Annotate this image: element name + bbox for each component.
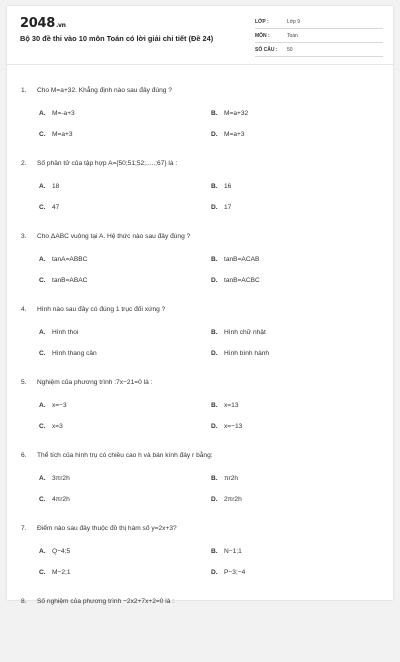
option-letter: B. (211, 329, 218, 336)
option-b[interactable] (211, 402, 238, 409)
option-text: 18 (52, 183, 60, 190)
meta-label: LỚP : (255, 19, 269, 25)
option-text: M=a+32 (224, 110, 249, 117)
option-text: Hình thoi (52, 329, 79, 336)
option-letter: D. (211, 496, 218, 503)
question-2 (7, 151, 393, 224)
option-d[interactable] (211, 569, 245, 576)
option-text: tanB=ACBC (224, 277, 260, 284)
option-text: πr2h (224, 475, 239, 482)
option-letter: C. (39, 496, 46, 503)
option-letter: C. (39, 131, 46, 138)
question-number: 8. (21, 598, 27, 605)
option-letter: D. (211, 569, 218, 576)
option-b[interactable] (211, 183, 231, 190)
option-d[interactable] (211, 277, 260, 284)
option-text: 16 (224, 183, 232, 190)
meta-value: Toán (287, 33, 298, 39)
question-6 (7, 443, 393, 516)
option-text: Hình thang cân (52, 350, 97, 357)
option-letter: A. (39, 183, 46, 190)
question-text (21, 525, 177, 532)
option-text: Hình chữ nhật (224, 329, 266, 336)
exam-meta (255, 17, 383, 59)
option-letter: C. (39, 569, 46, 576)
option-d[interactable] (211, 423, 242, 430)
option-text: Q−4;5 (52, 548, 71, 555)
option-text: 17 (224, 204, 232, 211)
option-letter: C. (39, 350, 46, 357)
option-text: 4πr2h (52, 496, 70, 503)
question-number: 7. (21, 525, 27, 532)
question-stem: Nghiệm của phương trình :7x−21=0 là : (37, 379, 153, 386)
option-c[interactable] (39, 277, 87, 284)
option-letter: A. (39, 548, 46, 555)
option-b[interactable] (211, 548, 242, 555)
question-number: 1. (21, 87, 27, 94)
option-text: tanB=ABAC (52, 277, 88, 284)
exam-header (7, 6, 393, 65)
option-letter: D. (211, 131, 218, 138)
option-letter: D. (211, 350, 218, 357)
exam-page (7, 6, 393, 605)
option-a[interactable] (39, 183, 59, 190)
question-text (21, 306, 165, 313)
question-5 (7, 370, 393, 443)
meta-value: Lớp 9 (287, 19, 301, 25)
option-letter: C. (39, 423, 46, 430)
option-letter: D. (211, 204, 218, 211)
option-letter: D. (211, 277, 218, 284)
question-7 (7, 516, 393, 589)
question-stem: Cho M=a+32. Khẳng định nào sau đây đúng ? (37, 87, 172, 94)
option-letter: A. (39, 402, 46, 409)
option-letter: A. (39, 110, 46, 117)
question-number: 6. (21, 452, 27, 459)
option-text: N−1;1 (224, 548, 242, 555)
question-stem: Số phần tử của tập hợp A={50;51;52;.....;67} là : (37, 160, 178, 167)
option-a[interactable] (39, 402, 67, 409)
option-a[interactable] (39, 110, 75, 117)
meta-row-grade (255, 17, 383, 29)
option-letter: B. (211, 548, 218, 555)
question-number: 4. (21, 306, 27, 313)
question-4 (7, 297, 393, 370)
question-text (21, 160, 177, 167)
option-d[interactable] (211, 496, 242, 503)
question-text (21, 87, 172, 94)
option-letter: D. (211, 423, 218, 430)
question-text (21, 452, 213, 459)
question-stem: Cho ΔABC vuông tại A. Hệ thức nào sau đây đúng ? (37, 233, 191, 240)
option-a[interactable] (39, 329, 78, 336)
option-d[interactable] (211, 350, 269, 357)
option-c[interactable] (39, 131, 73, 138)
option-text: M−2;1 (52, 569, 71, 576)
option-d[interactable] (211, 131, 245, 138)
option-a[interactable] (39, 475, 70, 482)
option-letter: A. (39, 475, 46, 482)
meta-row-count (255, 45, 383, 57)
question-stem: Hình nào sau đây có đúng 1 trục đối xứng ? (37, 306, 166, 313)
question-stem: Thể tích của hình trụ có chiều cao h và bán kính đáy r bằng: (37, 452, 213, 459)
question-number: 3. (21, 233, 27, 240)
option-text: 3πr2h (52, 475, 70, 482)
option-text: 2πr2h (224, 496, 242, 503)
option-letter: C. (39, 277, 46, 284)
question-stem: Số nghiệm của phương trình −2x2+7x+2=0 là : (37, 598, 175, 605)
question-3 (7, 224, 393, 297)
option-text: x=−3 (52, 402, 67, 409)
option-text: x=13 (224, 402, 239, 409)
option-text: P−3;−4 (224, 569, 246, 576)
option-letter: A. (39, 329, 46, 336)
option-c[interactable] (39, 569, 71, 576)
option-letter: B. (211, 475, 218, 482)
option-text: x=3 (52, 423, 63, 430)
question-list (7, 78, 393, 662)
question-text (21, 233, 190, 240)
option-letter: B. (211, 183, 218, 190)
option-text: M=a+3 (52, 131, 73, 138)
option-letter: B. (211, 256, 218, 263)
question-text (21, 379, 152, 386)
option-text: Hình bình hành (224, 350, 270, 357)
option-text: M=-a+3 (52, 110, 75, 117)
option-b[interactable] (211, 256, 259, 263)
option-d[interactable] (211, 204, 231, 211)
meta-row-subject (255, 31, 383, 43)
option-b[interactable] (211, 110, 248, 117)
option-c[interactable] (39, 350, 97, 357)
option-c[interactable] (39, 204, 59, 211)
option-b[interactable] (211, 329, 266, 336)
question-1 (7, 78, 393, 151)
meta-value: 50 (287, 47, 293, 53)
option-text: tanA=ABBC (52, 256, 88, 263)
logo-sub: .vn (55, 22, 66, 29)
option-c[interactable] (39, 423, 63, 430)
meta-label: SỐ CÂU : (255, 47, 278, 53)
option-text: 47 (52, 204, 60, 211)
option-a[interactable] (39, 548, 70, 555)
option-a[interactable] (39, 256, 87, 263)
question-8 (7, 589, 393, 662)
question-text (21, 598, 174, 605)
option-c[interactable] (39, 496, 70, 503)
option-letter: B. (211, 402, 218, 409)
question-number: 2. (21, 160, 27, 167)
option-letter: C. (39, 204, 46, 211)
meta-label: MÔN : (255, 33, 270, 39)
option-text: tanB=ACAB (224, 256, 260, 263)
option-b[interactable] (211, 475, 238, 482)
option-letter: B. (211, 110, 218, 117)
option-text: M=a+3 (224, 131, 245, 138)
question-number: 5. (21, 379, 27, 386)
exam-title: Bộ 30 đề thi vào 10 môn Toán có lời giải chi tiết (Đề 24) (20, 34, 214, 43)
question-stem: Điểm nào sau đây thuộc đồ thị hàm số y=2x+3? (37, 525, 177, 532)
option-text: x=−13 (224, 423, 243, 430)
site-logo[interactable] (20, 16, 66, 31)
logo-text: 2048 (20, 16, 55, 31)
option-letter: A. (39, 256, 46, 263)
